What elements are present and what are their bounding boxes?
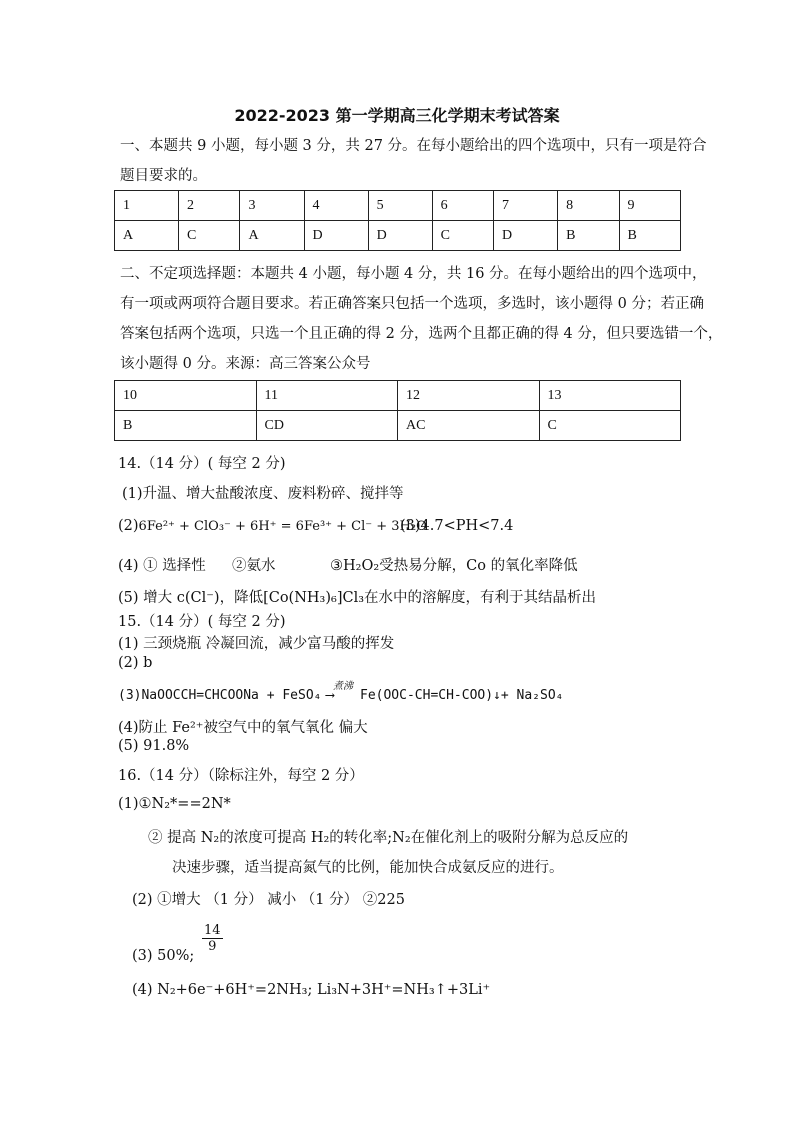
reaction-arrow-icon: ⟶ xyxy=(326,688,334,703)
q14-part3: (3)4.7<PH<7.4 xyxy=(400,518,514,534)
q15-part5: (5) 91.8% xyxy=(118,738,190,754)
q16-part3-fraction xyxy=(202,923,223,954)
q16-part1b-line1: ② 提高 N₂的浓度可提高 H₂的转化率;N₂在催化剂上的吸附分解为总反应的 xyxy=(148,830,629,846)
section1-intro-line1: 一、本题共 9 小题，每小题 3 分，共 27 分。在每小题给出的四个选项中，只有一项是符合 xyxy=(120,138,707,154)
q15-part3-left: (3)NaOOCCH=CHCOONa + FeSO₄ xyxy=(118,688,322,703)
answer-cell: D xyxy=(368,221,432,251)
question-number: 4 xyxy=(304,191,368,221)
answer-cell: A xyxy=(115,221,179,251)
q15-part4: (4)防止 Fe²⁺被空气中的氧气氧化 偏大 xyxy=(118,720,368,736)
q14-part5: (5) 增大 c(Cl⁻)，降低[Co(NH₃)₆]Cl₃在水中的溶解度，有利于其结晶析出 xyxy=(118,590,597,606)
q16-part1b-line2: 决速步骤，适当提高氮气的比例，能加快合成氨反应的进行。 xyxy=(172,860,564,876)
answer-cell: A xyxy=(240,221,304,251)
section2-intro-line1: 二、不定项选择题：本题共 4 小题，每小题 4 分，共 16 分。在每小题给出的四个选项中， xyxy=(120,266,707,282)
section2-intro-line3: 答案包括两个选项，只选一个且正确的得 2 分，选两个且都正确的得 4 分，但只要选错一个， xyxy=(120,326,723,342)
question-number: 10 xyxy=(115,381,257,411)
question-number: 6 xyxy=(432,191,493,221)
question-number: 5 xyxy=(368,191,432,221)
q15-part2: (2) b xyxy=(118,655,153,671)
answer-cell: B xyxy=(619,221,681,251)
q15-header: 15.（14 分）( 每空 2 分) xyxy=(118,614,286,630)
answer-cell: B xyxy=(558,221,619,251)
q15-part3-right: Fe(OOC-CH=CH-COO)↓+ Na₂SO₄ xyxy=(360,688,564,703)
question-number: 12 xyxy=(398,381,540,411)
section2-intro-line2: 有一项或两项符合题目要求。若正确答案只包括一个选项，多选时，该小题得 0 分；若正确 xyxy=(120,296,704,312)
fraction-numerator: 14 xyxy=(204,923,221,938)
page-title: 2022-2023 第一学期高三化学期末考试答案 xyxy=(234,106,560,125)
q16-part4: (4) N₂+6e⁻+6H⁺=2NH₃; Li₃N+3H⁺=NH₃↑+3Li⁺ xyxy=(132,982,491,998)
section2-intro-line4: 该小题得 0 分。来源：高三答案公众号 xyxy=(120,356,371,372)
q14-part2-label: (2) xyxy=(118,518,139,534)
q16-header: 16.（14 分）（除标注外，每空 2 分） xyxy=(118,768,364,784)
answer-cell: D xyxy=(304,221,368,251)
answer-cell: C xyxy=(539,411,681,441)
question-number: 7 xyxy=(494,191,558,221)
q14-part1: (1)升温、增大盐酸浓度、废料粉碎、搅拌等 xyxy=(122,486,404,502)
question-number: 11 xyxy=(256,381,398,411)
question-number: 13 xyxy=(539,381,681,411)
fraction-denominator: 9 xyxy=(208,939,217,954)
question-number: 2 xyxy=(179,191,240,221)
q15-part3-condition: 煮沸 xyxy=(333,681,353,692)
q14-part4a: (4) ① 选择性 xyxy=(118,558,206,574)
question-number: 1 xyxy=(115,191,179,221)
question-number: 9 xyxy=(619,191,681,221)
q16-part1: (1)①N₂*==2N* xyxy=(118,796,231,812)
answer-cell: D xyxy=(494,221,558,251)
question-number: 3 xyxy=(240,191,304,221)
q16-part2: (2) ①增大 （1 分） 减小 （1 分） ②225 xyxy=(132,892,405,908)
answer-cell: C xyxy=(432,221,493,251)
q14-part4c: ③H₂O₂受热易分解，Co 的氧化率降低 xyxy=(330,558,578,574)
table-row xyxy=(115,381,681,411)
q14-header: 14.（14 分）( 每空 2 分) xyxy=(118,456,286,472)
section2-answer-table xyxy=(114,380,681,441)
answer-cell: CD xyxy=(256,411,398,441)
section1-answer-table xyxy=(114,190,681,251)
answer-cell: AC xyxy=(398,411,540,441)
table-row xyxy=(115,191,681,221)
answer-cell: C xyxy=(179,221,240,251)
q14-part4b: ②氨水 xyxy=(232,558,276,574)
q16-part3-label: (3) 50%; xyxy=(132,948,195,964)
section1-intro-line2: 题目要求的。 xyxy=(120,168,207,184)
answer-cell: B xyxy=(115,411,257,441)
question-number: 8 xyxy=(558,191,619,221)
q15-part1: (1) 三颈烧瓶 冷凝回流，减少富马酸的挥发 xyxy=(118,636,395,652)
q14-part2 xyxy=(118,518,427,534)
table-row xyxy=(115,411,681,441)
q14-part2-equation: 6Fe²⁺ + ClO₃⁻ + 6H⁺ = 6Fe³⁺ + Cl⁻ + 3H₂O xyxy=(138,519,427,534)
table-row xyxy=(115,221,681,251)
